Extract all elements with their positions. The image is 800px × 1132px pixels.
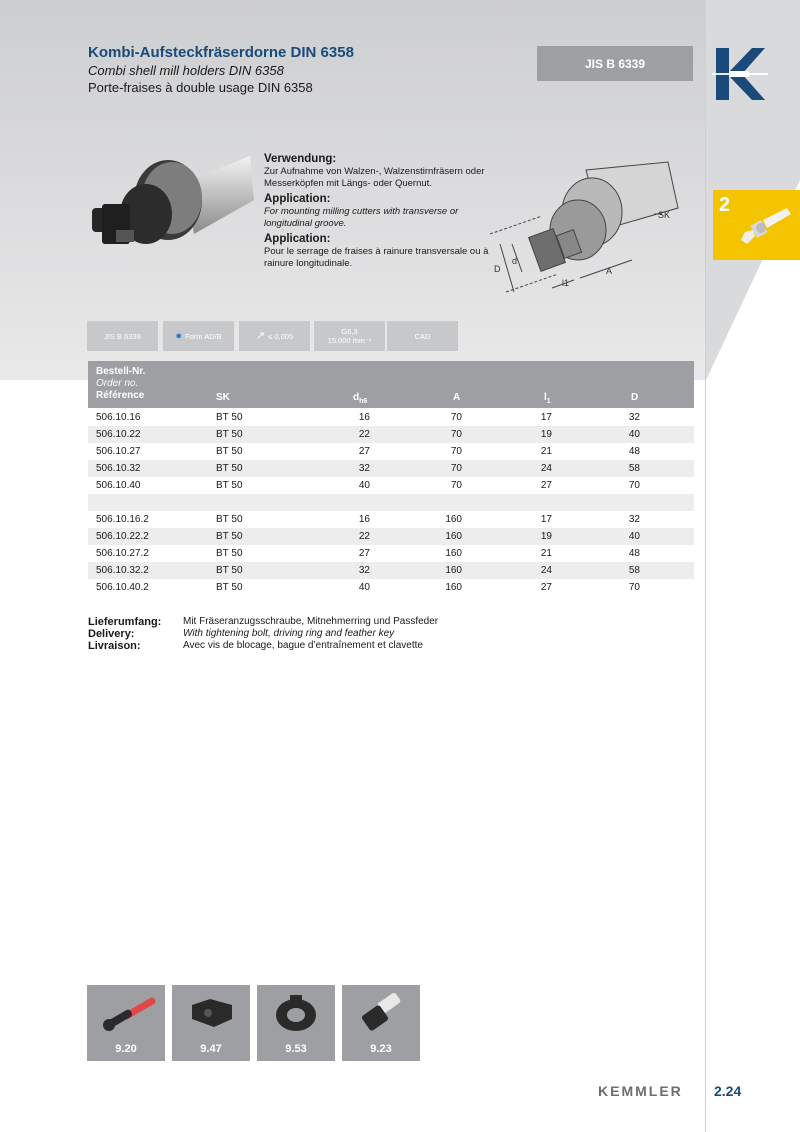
- table-row: [88, 579, 694, 596]
- column-l-label: l: [544, 392, 547, 403]
- sk-value: BT 50: [216, 514, 243, 525]
- table-row: [88, 545, 694, 562]
- sk-value: BT 50: [216, 446, 243, 457]
- l1-value: 19: [540, 531, 552, 542]
- column-d-subscript: h6: [359, 398, 368, 405]
- title-fr: Porte-fraises à double usage DIN 6358: [88, 80, 313, 95]
- table-spacer-row: [88, 494, 694, 511]
- column-l-subscript: 1: [546, 398, 551, 405]
- table-body: [88, 409, 694, 596]
- usage-heading-fr: Application:: [264, 233, 331, 245]
- runout-arrow-icon: ↗: [255, 329, 266, 342]
- a-value: 160: [445, 548, 462, 559]
- spec-coolant-form: [163, 321, 234, 351]
- order-number: 506.10.22: [96, 429, 141, 440]
- l1-value: 19: [540, 429, 552, 440]
- chapter-tab[interactable]: [713, 190, 800, 260]
- sk-value: BT 50: [216, 531, 243, 542]
- accessory-ref: 9.20: [115, 1043, 137, 1055]
- usage-heading-de: Verwendung:: [264, 153, 337, 165]
- d-value: 40: [358, 582, 370, 593]
- order-number: 506.10.40.2: [96, 582, 149, 593]
- usage-heading-en: Application:: [264, 193, 331, 205]
- table-row: [88, 443, 694, 460]
- order-number: 506.10.32: [96, 463, 141, 474]
- l1-value: 24: [540, 565, 552, 576]
- D-value: 40: [628, 429, 640, 440]
- usage-text-en: For mounting milling cutters with transverse or longitudinal groove.: [264, 206, 459, 229]
- standard-badge: JIS B 6339: [537, 46, 693, 81]
- D-value: 70: [628, 480, 640, 491]
- d-value: 27: [358, 548, 370, 559]
- chapter-number: 2: [719, 194, 731, 216]
- tightening-bolt-icon: [350, 991, 412, 1035]
- header-order-en: Order no.: [96, 378, 139, 389]
- column-d: [353, 392, 367, 405]
- d-value: 32: [358, 565, 370, 576]
- drawing-label-SK: SK: [658, 210, 671, 220]
- accessory-ref: 9.47: [200, 1043, 222, 1055]
- d-value: 16: [358, 514, 370, 525]
- d-value: 32: [358, 463, 370, 474]
- accessory-card[interactable]: [87, 985, 165, 1061]
- page-title: [88, 44, 354, 96]
- accessory-card[interactable]: [172, 985, 250, 1061]
- driving-ring-icon: [265, 991, 327, 1035]
- footer-brand: KEMMLER: [598, 1083, 683, 1099]
- drawing-label-D: D: [494, 264, 501, 274]
- a-value: 160: [445, 531, 462, 542]
- spec-balance-speed: 15.000 min⁻¹: [327, 336, 372, 345]
- technical-drawing: [482, 152, 682, 302]
- d-value: 22: [358, 429, 370, 440]
- table-row: [88, 511, 694, 528]
- table-row: [88, 426, 694, 443]
- accessory-ref: 9.23: [370, 1043, 392, 1055]
- kemmler-logo-icon: [712, 44, 768, 104]
- table-header: [88, 361, 694, 408]
- table-row: [88, 477, 694, 494]
- order-number: 506.10.32.2: [96, 565, 149, 576]
- l1-value: 17: [540, 412, 552, 423]
- l1-value: 17: [540, 514, 552, 525]
- D-value: 48: [628, 446, 640, 457]
- usage-text-fr: Pour le serrage de fraises à rainure transversale ou à rainure longitudinale.: [264, 246, 489, 269]
- sk-value: BT 50: [216, 429, 243, 440]
- order-number: 506.10.22.2: [96, 531, 149, 542]
- D-value: 58: [628, 463, 640, 474]
- spec-balance: [314, 321, 385, 351]
- d-value: 40: [358, 480, 370, 491]
- spec-runout: [239, 321, 310, 351]
- delivery-label-de: Lieferumfang:: [88, 616, 162, 628]
- column-D: D: [631, 392, 639, 403]
- coolant-drop-icon: ●: [175, 329, 182, 342]
- delivery-label-fr: Livraison:: [88, 640, 141, 652]
- delivery-label-en: Delivery:: [88, 628, 135, 640]
- l1-value: 27: [540, 480, 552, 491]
- page-number: 2.24: [714, 1083, 742, 1099]
- order-number: 506.10.16.2: [96, 514, 149, 525]
- drawing-label-d: d: [512, 256, 518, 266]
- delivery-text-de: Mit Fräseranzugsschraube, Mitnehmerring und Passfeder: [183, 616, 439, 627]
- column-a: A: [453, 392, 461, 403]
- order-number: 506.10.27: [96, 446, 141, 457]
- a-value: 70: [450, 463, 462, 474]
- spec-runout-value: ≤ 0,005: [268, 331, 294, 341]
- D-value: 40: [628, 531, 640, 542]
- l1-value: 21: [540, 548, 552, 559]
- sk-value: BT 50: [216, 463, 243, 474]
- header-order-de: Bestell-Nr.: [96, 366, 146, 377]
- spec-balance-grade: G6,3: [341, 327, 358, 336]
- column-sk: SK: [216, 392, 230, 403]
- D-value: 32: [628, 514, 640, 525]
- key-wrench-icon: [95, 991, 157, 1035]
- accessory-card[interactable]: [257, 985, 335, 1061]
- column-d-label: d: [353, 392, 360, 403]
- l1-value: 24: [540, 463, 552, 474]
- table-row: [88, 460, 694, 477]
- table-row: [88, 409, 694, 426]
- delivery-text-fr: Avec vis de blocage, bague d’entraînement et clavette: [183, 640, 423, 651]
- title-de: Kombi-Aufsteckfräserdorne DIN 6358: [88, 44, 354, 61]
- a-value: 160: [445, 582, 462, 593]
- tool-photo: [86, 148, 258, 258]
- l1-value: 27: [540, 582, 552, 593]
- sk-value: BT 50: [216, 565, 243, 576]
- accessory-card[interactable]: [342, 985, 420, 1061]
- drawing-label-A: A: [606, 266, 613, 276]
- a-value: 70: [450, 480, 462, 491]
- feather-key-icon: [180, 991, 242, 1035]
- l1-value: 21: [540, 446, 552, 457]
- D-value: 48: [628, 548, 640, 559]
- order-number: 506.10.27.2: [96, 548, 149, 559]
- order-number: 506.10.40: [96, 480, 141, 491]
- a-value: 70: [450, 446, 462, 457]
- sk-value: BT 50: [216, 582, 243, 593]
- usage-section: [264, 152, 504, 270]
- d-value: 22: [358, 531, 370, 542]
- a-value: 160: [445, 514, 462, 525]
- tool-holder-icon: [731, 202, 795, 252]
- D-value: 70: [628, 582, 640, 593]
- table-row: [88, 528, 694, 545]
- column-l1: [544, 392, 551, 405]
- spec-standard: JIS B 6339: [87, 321, 158, 351]
- D-value: 58: [628, 565, 640, 576]
- spec-cad-button[interactable]: CAD: [387, 321, 458, 351]
- margin-rule: [705, 0, 706, 1132]
- sk-value: BT 50: [216, 480, 243, 491]
- a-value: 160: [445, 565, 462, 576]
- header-order-fr: Référence: [96, 390, 145, 401]
- table-row: [88, 562, 694, 579]
- accessory-ref: 9.53: [285, 1043, 307, 1055]
- d-value: 16: [358, 412, 370, 423]
- a-value: 70: [450, 429, 462, 440]
- drawing-label-l1: l1: [562, 278, 570, 288]
- sk-value: BT 50: [216, 548, 243, 559]
- spec-form-label: Form AD/B: [184, 331, 222, 341]
- D-value: 32: [628, 412, 640, 423]
- a-value: 70: [450, 412, 462, 423]
- sk-value: BT 50: [216, 412, 243, 423]
- delivery-text-en: With tightening bolt, driving ring and feather key: [183, 628, 395, 639]
- usage-text-de: Zur Aufnahme von Walzen-, Walzenstirnfräsern oder Messerköpfen mit Längs- oder Quernut.: [264, 166, 485, 189]
- order-number: 506.10.16: [96, 412, 141, 423]
- title-en: Combi shell mill holders DIN 6358: [88, 63, 284, 78]
- d-value: 27: [358, 446, 370, 457]
